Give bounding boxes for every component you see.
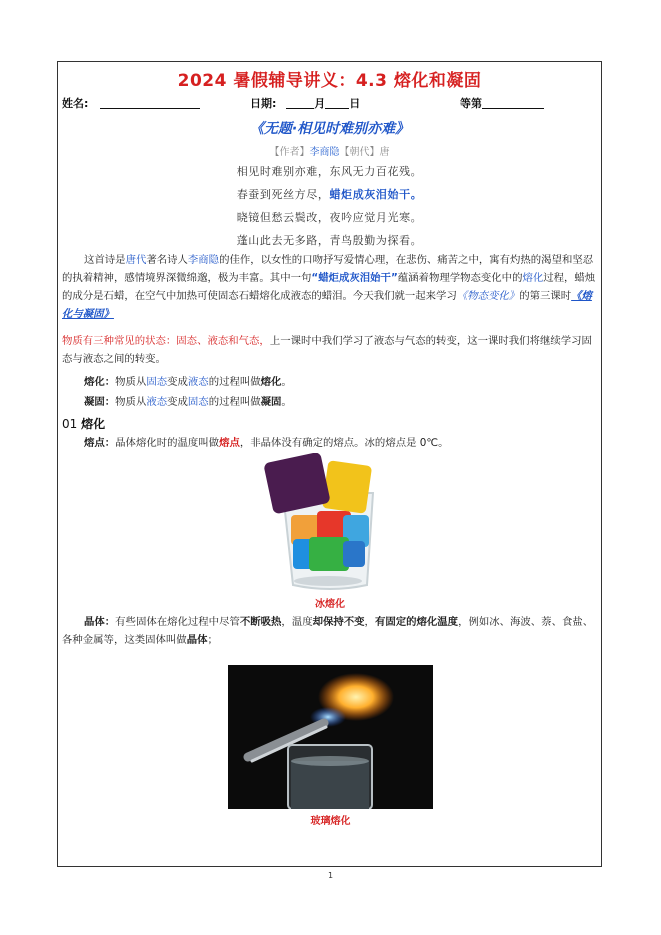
month-label: 月: [314, 97, 326, 110]
name-blank: [100, 97, 200, 109]
author-name: 李商隐: [309, 147, 340, 158]
freezing-definition: 凝固：物质从液态变成固态的过程叫做凝固。: [84, 396, 292, 408]
glass-melting-caption: 玻璃熔化: [310, 816, 351, 827]
date-field: [250, 95, 360, 111]
month-blank: [286, 97, 314, 109]
grade-field: [460, 95, 544, 111]
melting-definition: 熔化：物质从固态变成液态的过程叫做熔化。: [84, 376, 292, 388]
page-number: 1: [327, 871, 334, 880]
grade-blank: [482, 97, 544, 109]
dynasty-name: 唐: [379, 147, 390, 158]
glass-melting-image: [228, 665, 433, 809]
day-label: 日: [349, 97, 361, 110]
name-label: 姓名:: [62, 97, 89, 110]
torch-and-beaker-illustration: [228, 665, 433, 809]
section-number: 01: [62, 417, 78, 431]
ice-melting-image: [243, 453, 417, 593]
poem-line-2: [57, 186, 602, 202]
poem-author-line: [57, 143, 602, 158]
poem-line-2b: 蜡炬成灰泪始干。: [329, 188, 423, 201]
states-paragraph: 物质有三种常见的状态：固态、液态和气态，上一课时中我们学习了液态与气态的转变，这一课时我们将继续学习固态与液态之间的转变。: [62, 335, 592, 365]
page-title: 2024 暑假辅导讲义：4.3 熔化和凝固: [177, 71, 482, 91]
name-field: [62, 95, 200, 111]
poem-line-2a: 春蚕到死丝方尽，: [236, 188, 330, 201]
poem-line-1: 相见时难别亦难，东风无力百花残。: [236, 165, 423, 178]
ice-melting-caption: 冰熔化: [315, 599, 345, 610]
crystal-definition: 晶体：有些固体在熔化过程中尽管不断吸热，温度却保持不变，有固定的熔化温度，例如冰、海波、萘、食盐、各种金属等，这类固体叫做晶体；: [62, 616, 594, 646]
intro-paragraph: 这首诗是唐代著名诗人李商隐的佳作，以女性的口吻抒写爱情心理，在悲伤、痛苦之中，寓有灼热的渴望和坚忍的执着精神，感情境界深微绵邈，极为丰富。其中一句“蜡炬成灰泪始干”蕴涵着物理学物态变化中的熔化过程，蜡烛的成分是石蜡，在空气中加热可使固态石蜡熔化成液态的蜡泪。今天我们就一起来学习《物态变化》的第三课时《熔化与凝固》: [62, 254, 596, 320]
melting-point-definition: 熔点：晶体熔化时的温度叫做熔点，非晶体没有确定的熔点。冰的熔点是 0℃。: [84, 437, 449, 449]
grade-label: 等第: [460, 97, 482, 110]
ice-cubes-in-glass-illustration: [243, 453, 417, 593]
dynasty-tag: 【朝代】: [339, 147, 380, 158]
section-title: 熔化: [81, 417, 106, 431]
date-label: 日期:: [250, 97, 277, 110]
poem-title: 《无题·相见时难别亦难》: [249, 121, 410, 137]
section-heading: [62, 415, 105, 432]
day-blank: [325, 97, 349, 109]
poem-line-3: 晓镜但愁云鬓改，夜吟应觉月光寒。: [236, 211, 423, 224]
author-tag: 【作者】: [269, 147, 310, 158]
poem-line-4: 蓬山此去无多路，青鸟殷勤为探看。: [236, 234, 423, 247]
